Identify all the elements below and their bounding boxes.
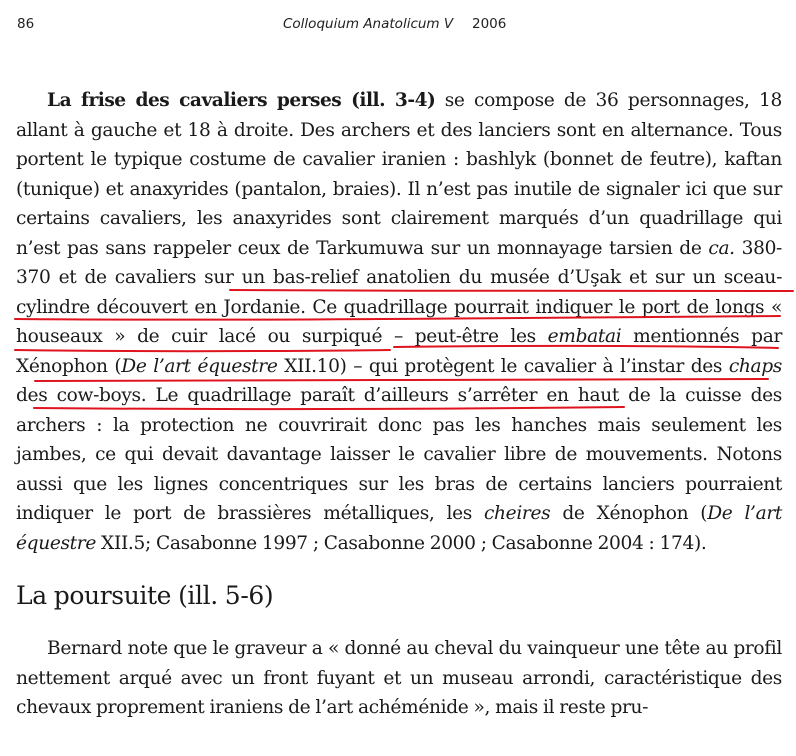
section-heading: La poursuite (ill. 5-6): [16, 581, 274, 610]
italic-reference: De l’art équestre: [121, 355, 278, 377]
text-run: mentionnés par Xénophon (: [16, 326, 783, 377]
text-run: XII.5; Casabonne 1997 ; Casabonne 2000 ; Casabonne 2004 : 174).: [96, 532, 707, 554]
page-header: [0, 16, 796, 36]
italic-reference: De l’art équestre: [16, 503, 783, 554]
paragraph-poursuite: Bernard note que le graveur a « donné au cheval du vainqueur une tête au profil nettement arqué avec un front fuyant et un museau arrondi, caractéristique des chevaux proprement iraniens de l’art achéménide », mais il reste pru-: [16, 638, 782, 718]
text-run: des cow-boys. Le quadrillage paraît d’ailleurs s’arrêter en haut de la cuisse des archers : la protection ne couvrirait donc pas les hanches mais seulement les jambes, ce qui devait davantage laisser le cavalier libre de mouvements. Notons aussi que les lignes concentriques sur les bras de certains lanciers pourraient indiquer le port de brassières métalliques, les: [16, 385, 782, 524]
text-run: de Xénophon (: [550, 503, 708, 524]
publication-year: 2006: [472, 16, 507, 32]
italic-cheires: cheires: [483, 503, 551, 524]
paragraph-cavaliers: [16, 86, 782, 558]
italic-chaps: chaps: [728, 355, 782, 377]
text-run: se compose de 36 personnages, 18 allant à gauche et 18 à droite. Des archers et des lanciers sont en alternance. Tous portent le typique costume de cavalier iranien : bashlyk (bonnet de feutre), kaftan (tunique) et anaxyrides (pantalon, braies). Il n’est pas inutile de signaler ici que sur certains cavaliers, les anaxyrides sont clairement marqués d’un quadrillage qui n’est pas sans rappeler ceux de Tarkumuwa sur un monnayage tarsien de: [16, 90, 782, 259]
article-body: [16, 86, 782, 723]
italic-embatai: embatai: [547, 326, 622, 347]
paragraph-lead: La frise des cavaliers perses (ill. 3-4): [47, 90, 436, 111]
text-run: 380-370 et de cavaliers sur un bas-relief anatolien du musée d’Uşak et sur un sceau-cylindre découvert en Jordanie. Ce quadrillage pourrait indiquer le port de longs « houseaux » de cuir lacé ou surpiqué – peut-être les: [16, 237, 782, 347]
page-number: 86: [17, 16, 35, 32]
italic-ca: ca.: [708, 237, 735, 259]
journal-title: Colloquium Anatolicum V: [283, 16, 454, 32]
text-run: XII.10) – qui protègent le cavalier à l’instar des: [277, 355, 729, 377]
